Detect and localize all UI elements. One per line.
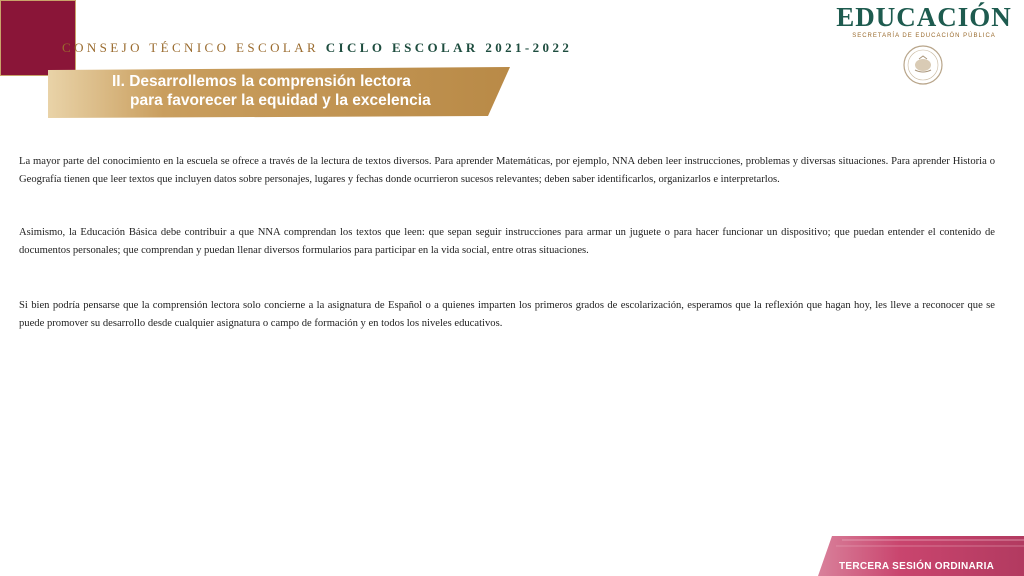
section-title: [112, 72, 431, 110]
educacion-logo: [826, 2, 1022, 39]
footer-label: TERCERA SESIÓN ORDINARIA: [839, 561, 995, 572]
paragraph-3: Si bien podría pensarse que la comprensión lectora solo concierne a la asignatura de Español o a quienes imparten los primeros grados de escolarización, esperamos que la reflexión que hagan hoy, les lleve a reconocer que se puede promover su desarrollo desde cualquier asignatura o campo de formación y en todos los niveles educativos.: [19, 299, 995, 329]
paragraph-2: Asimismo, la Educación Básica debe contribuir a que NNA comprendan los textos que leen: que sepan seguir instrucciones para armar un juguete o para hacer funcionar un dispositivo; que puedan entender el contenido de documentos personales; que comprendan y puedan llenar diversos formularios para participar en la vida social, entre otras situaciones.: [19, 226, 995, 256]
logo-title: EDUCACIÓN: [836, 2, 1012, 32]
paragraph-1: La mayor parte del conocimiento en la escuela se ofrece a través de la lectura de textos diversos. Para aprender Matemáticas, por ejemplo, NNA deben leer instrucciones, problemas y diversas situaciones. Para aprender Historia o Geografía tienen que leer textos que incluyen datos sobre personajes, lugares y fechas donde ocurrieron sucesos relevantes; deben saber identificarlos, organizarlos e interpretarlos.: [19, 155, 995, 185]
section-title-line2: para favorecer la equidad y la excelencia: [130, 92, 431, 109]
corner-decoration: [0, 0, 76, 76]
logo-subtitle: SECRETARÍA DE EDUCACIÓN PÚBLICA: [852, 33, 996, 39]
header-ciclo: CICLO ESCOLAR 2021-2022: [325, 40, 573, 55]
national-seal-icon: [897, 44, 949, 86]
section-title-line1: II. Desarrollemos la comprensión lectora: [112, 73, 411, 90]
header-consejo: CONSEJO TÉCNICO ESCOLAR: [62, 40, 320, 55]
header-line: [62, 40, 572, 56]
